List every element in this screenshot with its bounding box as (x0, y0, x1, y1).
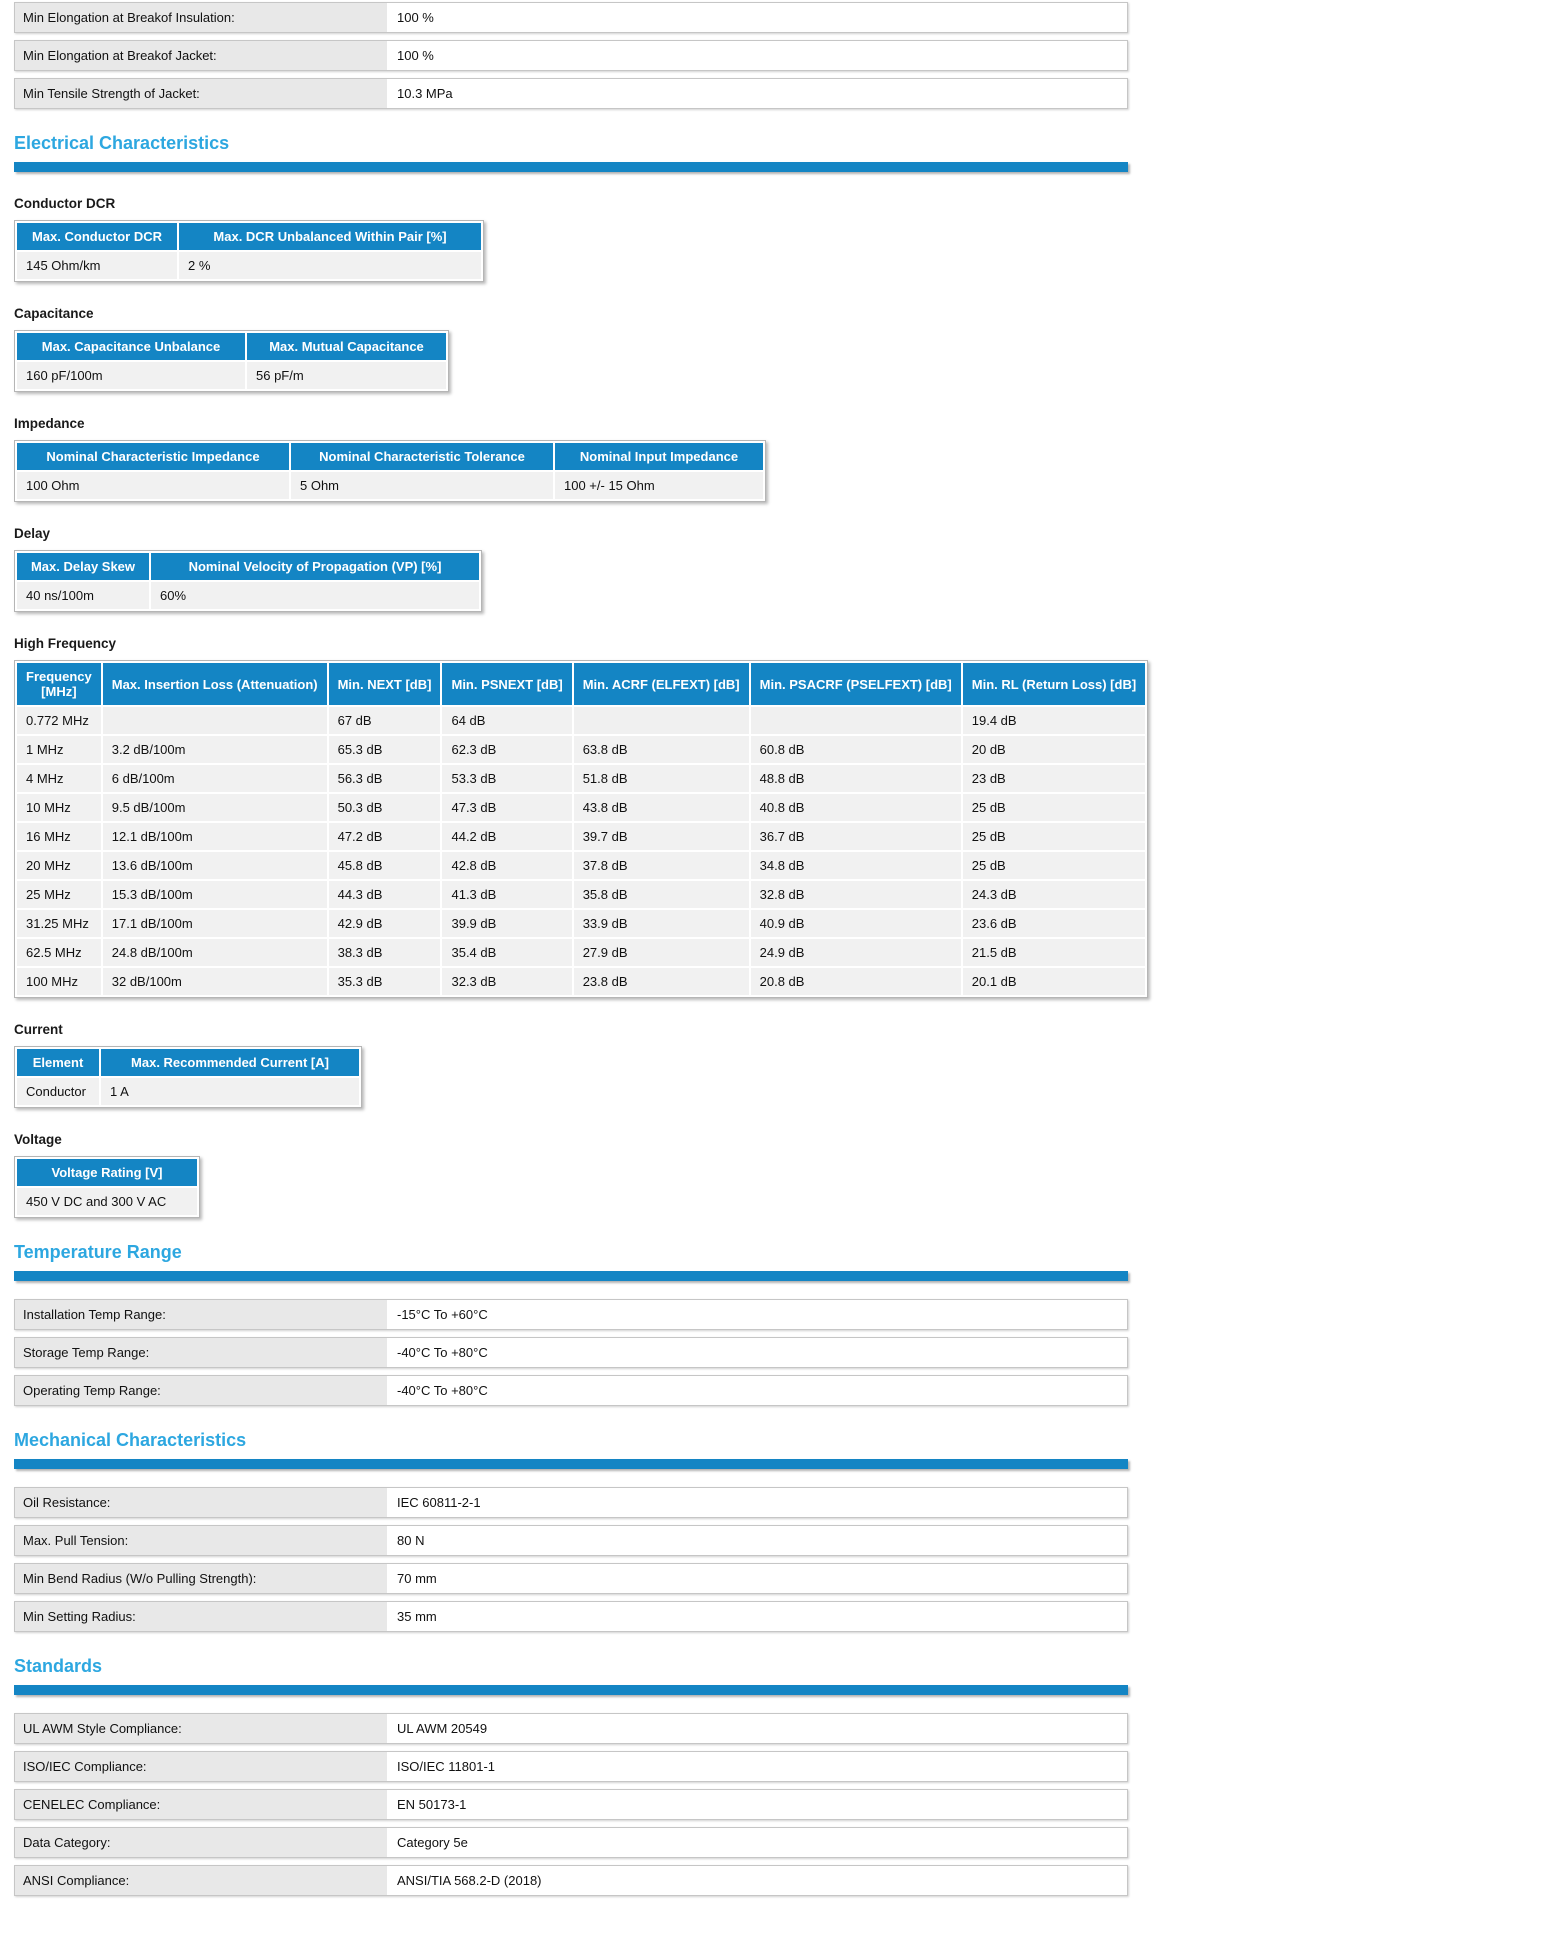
table-cell: 35.4 dB (442, 939, 571, 966)
spec-label: Oil Resistance: (15, 1488, 387, 1517)
current-table (14, 1046, 362, 1108)
spec-row (14, 1827, 1128, 1858)
table-cell: 32.3 dB (442, 968, 571, 995)
table-cell: 56 pF/m (247, 362, 446, 389)
table-cell: 60.8 dB (751, 736, 961, 763)
table-cell: 31.25 MHz (17, 910, 101, 937)
spec-row (14, 1865, 1128, 1896)
table-cell: 145 Ohm/km (17, 252, 177, 279)
subsection-title-current: Current (14, 1022, 63, 1037)
spec-row (14, 1525, 1128, 1556)
table-cell: 12.1 dB/100m (103, 823, 327, 850)
spec-label: Min Elongation at Breakof Jacket: (15, 41, 387, 70)
spec-value: UL AWM 20549 (387, 1714, 1127, 1743)
spec-value: EN 50173-1 (387, 1790, 1127, 1819)
section-heading-mechanical: Mechanical Characteristics (14, 1430, 247, 1450)
table-cell: 25 dB (963, 794, 1145, 821)
column-header: Min. NEXT [dB] (329, 663, 441, 705)
column-header: Max. Conductor DCR (17, 223, 177, 250)
table-cell: 44.2 dB (442, 823, 571, 850)
table-cell: 40.9 dB (751, 910, 961, 937)
table-cell: 4 MHz (17, 765, 101, 792)
spec-row (14, 1375, 1128, 1406)
table-header-row (17, 443, 763, 470)
table-cell: 17.1 dB/100m (103, 910, 327, 937)
spec-value: 70 mm (387, 1564, 1127, 1593)
table-cell: 41.3 dB (442, 881, 571, 908)
spec-label: Min Tensile Strength of Jacket: (15, 79, 387, 108)
table-row (17, 939, 1145, 966)
subsection-title-conductor-dcr: Conductor DCR (14, 196, 116, 211)
temperature-specs-table (14, 1299, 1128, 1406)
spec-value: 100 % (387, 41, 1127, 70)
table-cell: 35.8 dB (574, 881, 749, 908)
spec-value: IEC 60811-2-1 (387, 1488, 1127, 1517)
table-cell: 64 dB (442, 707, 571, 734)
section-heading-electrical: Electrical Characteristics (14, 133, 230, 153)
capacitance-table (14, 330, 449, 392)
delay-table (14, 550, 482, 612)
table-cell: 56.3 dB (329, 765, 441, 792)
table-cell: 23.8 dB (574, 968, 749, 995)
table-cell: 42.9 dB (329, 910, 441, 937)
table-header-row (17, 223, 481, 250)
standards-specs-table (14, 1713, 1128, 1896)
table-row (17, 968, 1145, 995)
spec-label: ISO/IEC Compliance: (15, 1752, 387, 1781)
table-cell: 67 dB (329, 707, 441, 734)
column-header: Max. Mutual Capacitance (247, 333, 446, 360)
spec-value: -40°C To +80°C (387, 1338, 1127, 1367)
table-header-row (17, 663, 1145, 705)
table-cell: 160 pF/100m (17, 362, 245, 389)
table-cell: 33.9 dB (574, 910, 749, 937)
table-cell (574, 707, 749, 734)
table-cell: 35.3 dB (329, 968, 441, 995)
table-cell: 47.3 dB (442, 794, 571, 821)
table-cell: 48.8 dB (751, 765, 961, 792)
table-row (17, 736, 1145, 763)
table-cell: 43.8 dB (574, 794, 749, 821)
table-cell: 32.8 dB (751, 881, 961, 908)
spec-label: Min Bend Radius (W/o Pulling Strength): (15, 1564, 387, 1593)
table-cell: 65.3 dB (329, 736, 441, 763)
subsection-title-impedance: Impedance (14, 416, 85, 431)
table-row (17, 823, 1145, 850)
voltage-table (14, 1156, 200, 1218)
subsection-title-delay: Delay (14, 526, 51, 541)
table-cell: 40.8 dB (751, 794, 961, 821)
table-row (17, 910, 1145, 937)
column-header: Min. PSNEXT [dB] (442, 663, 571, 705)
table-row (17, 707, 1145, 734)
spec-row (14, 1299, 1128, 1330)
table-cell: 20 dB (963, 736, 1145, 763)
spec-row (14, 1601, 1128, 1632)
spec-row (14, 1789, 1128, 1820)
table-cell: 36.7 dB (751, 823, 961, 850)
table-cell: 21.5 dB (963, 939, 1145, 966)
table-cell: 6 dB/100m (103, 765, 327, 792)
spec-label: Installation Temp Range: (15, 1300, 387, 1329)
table-cell: 24.8 dB/100m (103, 939, 327, 966)
table-cell: 42.8 dB (442, 852, 571, 879)
conductor-dcr-table (14, 220, 484, 282)
column-header: Max. Recommended Current [A] (101, 1049, 359, 1076)
table-row (17, 582, 479, 609)
spec-value: -15°C To +60°C (387, 1300, 1127, 1329)
spec-value: -40°C To +80°C (387, 1376, 1127, 1405)
spec-row (14, 1713, 1128, 1744)
section-heading-temperature: Temperature Range (14, 1242, 182, 1262)
table-cell: 38.3 dB (329, 939, 441, 966)
spec-value: 10.3 MPa (387, 79, 1127, 108)
spec-label: Max. Pull Tension: (15, 1526, 387, 1555)
table-row (17, 1078, 359, 1105)
spec-value: Category 5e (387, 1828, 1127, 1857)
table-row (17, 362, 446, 389)
table-cell: 19.4 dB (963, 707, 1145, 734)
table-cell: 15.3 dB/100m (103, 881, 327, 908)
column-header: Min. PSACRF (PSELFEXT) [dB] (751, 663, 961, 705)
section-divider-bar (14, 1271, 1128, 1281)
table-cell: 25 MHz (17, 881, 101, 908)
table-cell: 2 % (179, 252, 481, 279)
column-header: Nominal Input Impedance (555, 443, 763, 470)
column-header: Max. Insertion Loss (Attenuation) (103, 663, 327, 705)
column-header: Nominal Characteristic Impedance (17, 443, 289, 470)
table-row (17, 252, 481, 279)
spec-label: Min Setting Radius: (15, 1602, 387, 1631)
table-header-row (17, 1159, 197, 1186)
spec-value: 35 mm (387, 1602, 1127, 1631)
table-cell: 0.772 MHz (17, 707, 101, 734)
section-divider-bar (14, 162, 1128, 172)
mechanical-specs-table (14, 1487, 1128, 1632)
table-row (17, 794, 1145, 821)
column-header: Max. DCR Unbalanced Within Pair [%] (179, 223, 481, 250)
subsection-title-voltage: Voltage (14, 1132, 62, 1147)
spec-label: Data Category: (15, 1828, 387, 1857)
section-divider-bar (14, 1459, 1128, 1469)
table-cell: 40 ns/100m (17, 582, 149, 609)
table-cell: 5 Ohm (291, 472, 553, 499)
spec-label: CENELEC Compliance: (15, 1790, 387, 1819)
column-header: Min. RL (Return Loss) [dB] (963, 663, 1145, 705)
column-header: Nominal Velocity of Propagation (VP) [%] (151, 553, 479, 580)
table-cell: 13.6 dB/100m (103, 852, 327, 879)
table-cell: 32 dB/100m (103, 968, 327, 995)
table-cell: 23.6 dB (963, 910, 1145, 937)
table-cell: 1 A (101, 1078, 359, 1105)
table-row (17, 765, 1145, 792)
table-cell: 450 V DC and 300 V AC (17, 1188, 197, 1215)
spec-label: ANSI Compliance: (15, 1866, 387, 1895)
column-header: Nominal Characteristic Tolerance (291, 443, 553, 470)
table-row (17, 472, 763, 499)
table-cell: 63.8 dB (574, 736, 749, 763)
spec-value: 80 N (387, 1526, 1127, 1555)
subsection-title-capacitance: Capacitance (14, 306, 94, 321)
table-cell: 39.9 dB (442, 910, 571, 937)
table-cell (751, 707, 961, 734)
table-row (17, 1188, 197, 1215)
table-cell: 100 Ohm (17, 472, 289, 499)
table-cell: 24.3 dB (963, 881, 1145, 908)
table-cell: 20 MHz (17, 852, 101, 879)
table-header-row (17, 333, 446, 360)
table-cell: 34.8 dB (751, 852, 961, 879)
table-cell: 23 dB (963, 765, 1145, 792)
spec-value: ANSI/TIA 568.2-D (2018) (387, 1866, 1127, 1895)
column-header: Frequency [MHz] (17, 663, 101, 705)
spec-row (14, 78, 1128, 109)
spec-row (14, 40, 1128, 71)
table-cell: 47.2 dB (329, 823, 441, 850)
table-row (17, 881, 1145, 908)
spec-row (14, 1751, 1128, 1782)
column-header: Max. Delay Skew (17, 553, 149, 580)
table-header-row (17, 1049, 359, 1076)
table-cell: 1 MHz (17, 736, 101, 763)
spec-label: UL AWM Style Compliance: (15, 1714, 387, 1743)
spec-row (14, 1337, 1128, 1368)
datasheet-page (14, 0, 1137, 1933)
table-cell: 100 +/- 15 Ohm (555, 472, 763, 499)
table-header-row (17, 553, 479, 580)
table-cell: Conductor (17, 1078, 99, 1105)
table-cell: 3.2 dB/100m (103, 736, 327, 763)
section-divider-bar (14, 1685, 1128, 1695)
column-header: Element (17, 1049, 99, 1076)
spec-row (14, 2, 1128, 33)
table-cell: 20.8 dB (751, 968, 961, 995)
spec-row (14, 1487, 1128, 1518)
table-cell: 16 MHz (17, 823, 101, 850)
spec-row (14, 1563, 1128, 1594)
table-cell: 100 MHz (17, 968, 101, 995)
spec-label: Operating Temp Range: (15, 1376, 387, 1405)
table-cell: 10 MHz (17, 794, 101, 821)
table-row (17, 852, 1145, 879)
spec-label: Storage Temp Range: (15, 1338, 387, 1367)
table-cell: 9.5 dB/100m (103, 794, 327, 821)
physical-specs-table (14, 2, 1128, 109)
table-cell: 44.3 dB (329, 881, 441, 908)
table-cell: 45.8 dB (329, 852, 441, 879)
table-cell: 27.9 dB (574, 939, 749, 966)
column-header: Voltage Rating [V] (17, 1159, 197, 1186)
table-cell: 53.3 dB (442, 765, 571, 792)
subsection-title-high-frequency: High Frequency (14, 636, 117, 651)
table-cell: 51.8 dB (574, 765, 749, 792)
spec-value: ISO/IEC 11801-1 (387, 1752, 1127, 1781)
table-cell: 62.5 MHz (17, 939, 101, 966)
table-cell: 62.3 dB (442, 736, 571, 763)
impedance-table (14, 440, 766, 502)
table-cell: 37.8 dB (574, 852, 749, 879)
spec-label: Min Elongation at Breakof Insulation: (15, 3, 387, 32)
table-cell: 24.9 dB (751, 939, 961, 966)
spec-value: 100 % (387, 3, 1127, 32)
table-cell: 39.7 dB (574, 823, 749, 850)
table-cell: 20.1 dB (963, 968, 1145, 995)
table-cell: 25 dB (963, 852, 1145, 879)
table-cell: 25 dB (963, 823, 1145, 850)
high-frequency-table (14, 660, 1148, 998)
table-cell: 50.3 dB (329, 794, 441, 821)
table-cell (103, 707, 327, 734)
table-cell: 60% (151, 582, 479, 609)
column-header: Max. Capacitance Unbalance (17, 333, 245, 360)
column-header: Min. ACRF (ELFEXT) [dB] (574, 663, 749, 705)
section-heading-standards: Standards (14, 1656, 103, 1676)
